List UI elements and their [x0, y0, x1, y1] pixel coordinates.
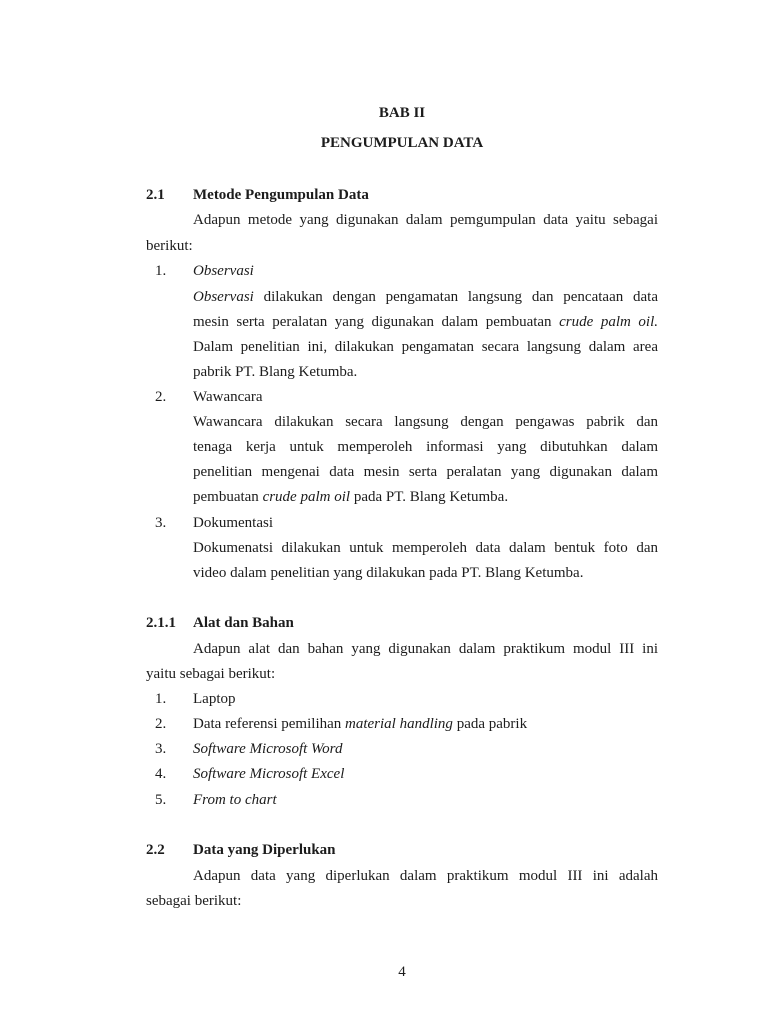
text-run: pabrik PT. Blang Ketumba. [193, 364, 358, 380]
paragraph-line [193, 462, 658, 482]
italic-term: Observasi [193, 289, 254, 305]
page-number: 4 [398, 964, 406, 980]
text-run: Data referensi pemilihan [193, 716, 346, 732]
text-run: dilakukan dengan pengamatan langsung dan pencataan data [253, 289, 658, 305]
paragraph-line: berikut: [146, 238, 193, 254]
text-run: video dalam penelitian yang dilakukan pada PT. Blang Ketumba. [193, 565, 584, 581]
text-run: penelitian mengenai data mesin serta peralatan yang digunakan dalam [193, 464, 658, 480]
section-title: Metode Pengumpulan Data [193, 187, 369, 203]
list-item [193, 764, 344, 784]
chapter-title: PENGUMPULAN DATA [320, 135, 484, 151]
list-number: 1. [155, 691, 167, 707]
list-number: 5. [155, 792, 167, 808]
text-run: Dokumenatsi dilakukan untuk memperoleh data dalam bentuk foto dan [193, 540, 658, 556]
text-run: Wawancara dilakukan secara langsung dengan pengawas pabrik dan [193, 414, 658, 430]
italic-term: Software Microsoft Excel [193, 766, 345, 782]
list-number: 1. [155, 263, 167, 279]
section-number: 2.2 [146, 842, 165, 858]
text-run: Laptop [193, 691, 236, 707]
section-title: Data yang Diperlukan [193, 842, 336, 858]
paragraph-line [193, 487, 658, 507]
paragraph-line [193, 563, 658, 583]
italic-term: crude palm oil [262, 489, 351, 505]
text-run: Dalam penelitian ini, dilakukan pengamatan secara langsung dalam area [193, 339, 658, 355]
paragraph-line [193, 312, 658, 332]
section-number: 2.1 [146, 187, 165, 203]
chapter-label: BAB II [378, 105, 426, 121]
list-number: 3. [155, 515, 167, 531]
text-run: pembuatan [193, 489, 263, 505]
italic-term: Software Microsoft Word [193, 741, 343, 757]
italic-term: material handling [345, 716, 453, 732]
text-run: pada PT. Blang Ketumba. [350, 489, 509, 505]
paragraph-line [193, 412, 658, 432]
paragraph-line [193, 437, 658, 457]
list-number: 2. [155, 389, 167, 405]
text-run: pada pabrik [452, 716, 528, 732]
list-number: 2. [155, 716, 167, 732]
italic-term: crude palm oil. [559, 314, 658, 330]
list-number: 4. [155, 766, 167, 782]
paragraph-line: Adapun alat dan bahan yang digunakan dalam praktikum modul III ini [193, 641, 658, 657]
section-title: Alat dan Bahan [193, 615, 294, 631]
list-item [193, 689, 236, 709]
italic-term: From to chart [193, 792, 277, 808]
list-item [193, 790, 277, 810]
list-item-title: Wawancara [193, 389, 263, 405]
paragraph-line [193, 287, 658, 307]
paragraph-line: Adapun data yang diperlukan dalam praktikum modul III ini adalah [193, 868, 658, 884]
list-item [193, 739, 342, 759]
list-item [193, 714, 527, 734]
text-run: mesin serta peralatan yang digunakan dalam pembuatan [193, 314, 560, 330]
list-item-title: Observasi [193, 263, 254, 279]
paragraph-line [193, 337, 658, 357]
paragraph-line: Adapun metode yang digunakan dalam pemgumpulan data yaitu sebagai [193, 212, 658, 228]
paragraph-line: sebagai berikut: [146, 893, 242, 909]
list-number: 3. [155, 741, 167, 757]
list-item-title: Dokumentasi [193, 515, 273, 531]
paragraph-line [193, 362, 658, 382]
text-run: tenaga kerja untuk memperoleh informasi yang dibutuhkan dalam [193, 439, 658, 455]
section-number: 2.1.1 [146, 615, 176, 631]
paragraph-line: yaitu sebagai berikut: [146, 666, 276, 682]
paragraph-line [193, 538, 658, 558]
